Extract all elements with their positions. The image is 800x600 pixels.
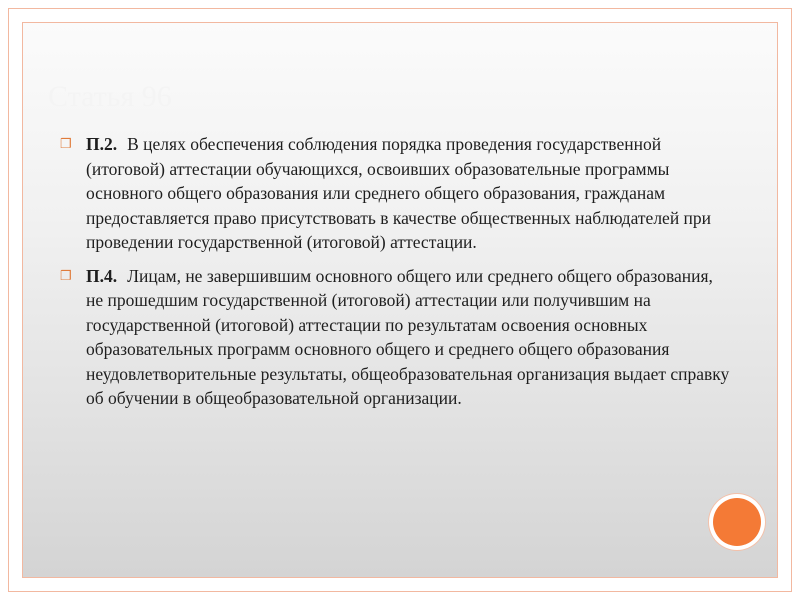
hollow-square-bullet-icon: ❒ xyxy=(60,136,72,151)
orange-circle-decoration xyxy=(713,498,761,546)
slide-content xyxy=(60,132,730,420)
paragraph-text: В целях обеспечения соблюдения порядка проведения государственной (итоговой) аттестации обучающихся, освоивших образовательные программы основного общего образования или среднего общего образования, гражданам предоставляется право присутствовать в качестве общественных наблюдателей при проведении государственной (итоговой) аттестации. xyxy=(86,134,712,252)
paragraph-p2 xyxy=(60,132,730,255)
paragraph-number: П.4. xyxy=(86,265,118,286)
slide-title: Статья 96 xyxy=(48,80,172,113)
paragraph-text: Лицам, не завершившим основного общего или среднего общего образования, не прошедшим государственной (итоговой) аттестации или получившим на государственной (итоговой) аттестации по результатам освоения основных образовательных программ основного общего и среднего общего образования неудовлетворительные результаты, общеобразовательная организация выдает справку об обучении в общеобразовательной организации. xyxy=(86,265,730,408)
paragraph-number: П.2. xyxy=(86,134,118,154)
paragraph-p4 xyxy=(60,264,730,411)
hollow-square-bullet-icon: ❒ xyxy=(60,267,72,283)
